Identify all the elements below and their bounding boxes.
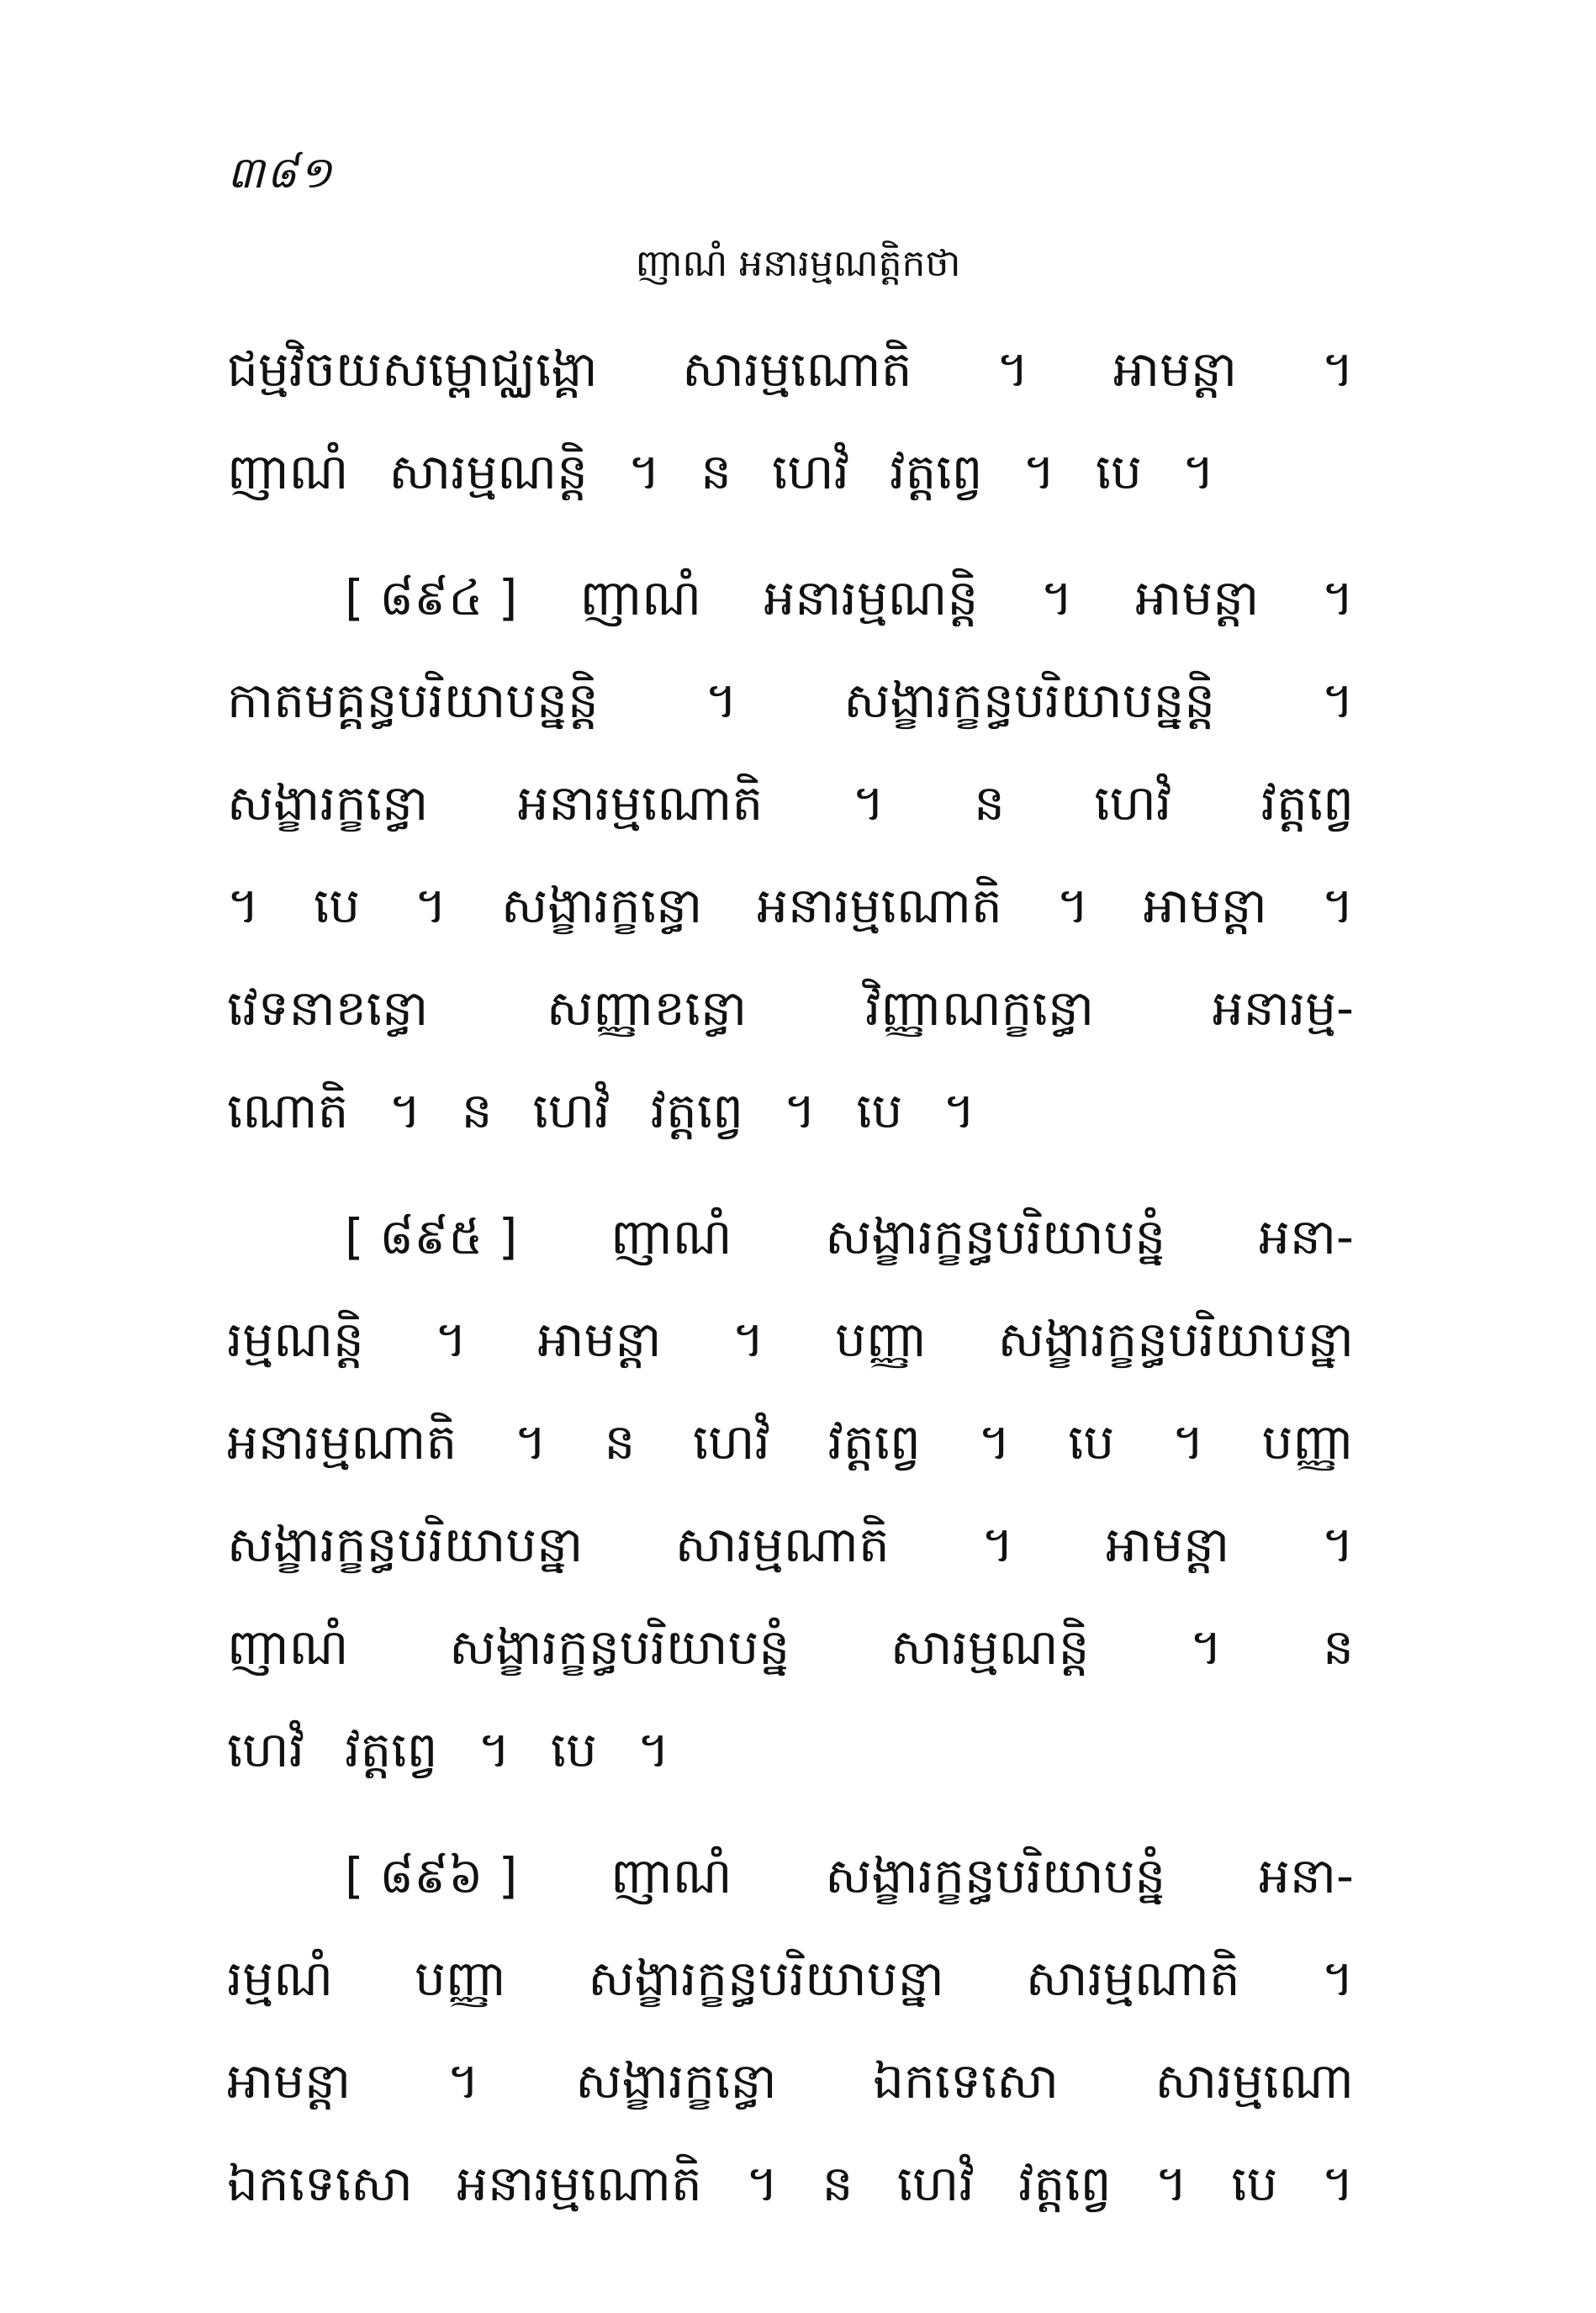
word: ។: [1181, 443, 1215, 500]
word: ន: [974, 774, 1005, 832]
paragraph: [227, 318, 1354, 523]
word: អនារម្មណាតិ: [227, 1413, 457, 1471]
word: ជម្មវិចយសម្ពោជ្ឈង្គោ: [227, 341, 598, 398]
word: ។: [637, 1721, 670, 1778]
text-line: [227, 547, 1354, 649]
text-line: [227, 957, 1354, 1059]
word: ។: [1155, 2155, 1187, 2212]
text-line: [227, 420, 1354, 523]
word: អាមន្តា: [1143, 877, 1267, 934]
text-line: [227, 854, 1354, 957]
text-line: [227, 1927, 1354, 2030]
word: សង្ខារក្ខន្ធបរិយាបន្នំ: [825, 1847, 1166, 1904]
word: បេ: [550, 1721, 597, 1778]
word: ឯកទេសោ: [873, 2052, 1060, 2110]
word: ។: [852, 774, 885, 832]
word: ។: [447, 2052, 479, 2110]
word: បេ: [314, 877, 361, 934]
word: [ ៨៩៦ ]: [345, 1847, 518, 1904]
word: ។: [1321, 877, 1354, 934]
word: ។: [1321, 341, 1354, 398]
word: ។: [705, 672, 737, 729]
running-header: ញាណំ អនារម្មណត្តិកថា: [635, 242, 961, 285]
text-line: [227, 318, 1354, 420]
word: ។: [514, 1413, 547, 1471]
word: សារម្មណោតិ: [682, 341, 912, 398]
word: ។: [1056, 877, 1089, 934]
word: ។: [415, 877, 447, 934]
word: វេទនាខន្ធោ: [227, 980, 429, 1037]
word: ហេវំ: [227, 1721, 305, 1778]
text-line: [227, 1596, 1354, 1698]
word: បេ: [856, 1082, 903, 1139]
word: [ ៨៩៥ ]: [345, 1208, 518, 1265]
word: សារម្មណន្តិ: [388, 443, 588, 500]
word: សង្ខារក្ខន្ធបរិយាបន្នា: [997, 1311, 1354, 1368]
paragraph: [227, 547, 1354, 1162]
text-line: [227, 1186, 1354, 1288]
word: អនារម្មណោតិ: [457, 2155, 702, 2212]
word: ហេវំ: [771, 443, 850, 500]
word: ន: [822, 2155, 853, 2212]
word: ។: [978, 1413, 1011, 1471]
word: ។: [478, 1721, 510, 1778]
word: សង្ខារក្ខន្ធបរិយាបន្នា: [588, 1950, 944, 2007]
word: ។: [1040, 569, 1073, 626]
word: ន: [461, 1082, 493, 1139]
word: ណោតិ: [227, 1082, 349, 1139]
word: អាមន្តា: [1105, 1516, 1230, 1573]
word: សញ្ញាខន្ធោ: [547, 980, 748, 1037]
word: ។: [388, 1082, 421, 1139]
word: អនារម្មណន្តិ: [764, 569, 979, 626]
word: អនារម្មណោតិ: [757, 877, 1002, 934]
word: ឯកទេសោ: [227, 2155, 413, 2212]
word: សង្ខារក្ខន្ធោ: [227, 774, 429, 832]
word: បញ្ញា: [415, 1950, 507, 2007]
word: ហេវំ: [896, 2155, 975, 2212]
word: អនារម្មណោតិ: [517, 774, 764, 832]
word: ។: [227, 877, 260, 934]
word: អាមន្តា: [1112, 341, 1238, 398]
word: អាមន្តា: [227, 2052, 351, 2110]
word: បេ: [1231, 2155, 1278, 2212]
word: ។: [1321, 1950, 1354, 2007]
text-line: [227, 2030, 1354, 2132]
word: ។: [746, 2155, 779, 2212]
word: [ ៨៩៤ ]: [345, 569, 518, 626]
word: សង្ខារក្ខន្ធបរិយាបន្នា: [227, 1516, 584, 1573]
word: រម្មណន្តិ: [227, 1311, 364, 1368]
word: សង្ខារក្ខន្ធោ: [575, 2052, 777, 2110]
text-line: [227, 1698, 1354, 1801]
word: បេ: [1068, 1413, 1115, 1471]
word: ។: [1023, 443, 1055, 500]
word: ហេវំ: [1094, 774, 1172, 832]
body-text: [227, 318, 1354, 2235]
word: ។: [1171, 1413, 1205, 1471]
text-line: [227, 1493, 1354, 1596]
word: កាតមគ្គន្ធបរិយាបន្នន្តិ: [227, 672, 599, 729]
word: ។: [1321, 1516, 1354, 1573]
word: វត្តព្វេ: [1018, 2155, 1112, 2212]
word: វត្តព្វេ: [345, 1721, 438, 1778]
word: វត្តព្វេ: [827, 1413, 921, 1471]
word: ញាណំ: [227, 443, 349, 500]
word: ។: [996, 341, 1029, 398]
word: សង្ខារក្ខន្ធបរិយាបន្នំ: [825, 1208, 1166, 1265]
paragraph-gap: [227, 1162, 1354, 1186]
word: សារម្មណាតិ: [674, 1516, 890, 1573]
word: ។: [981, 1516, 1014, 1573]
word: ន: [1323, 1619, 1354, 1676]
word: សង្ខារក្ខន្ធោ: [501, 877, 703, 934]
word: ។: [434, 1311, 468, 1368]
text-line: [227, 1391, 1354, 1493]
word: ។: [784, 1082, 816, 1139]
word: វិញ្ញាណក្ខន្ធោ: [864, 980, 1095, 1037]
word: រម្មណំ: [227, 1950, 334, 2007]
word: អនា-: [1259, 1847, 1354, 1904]
text-line: [227, 752, 1354, 854]
text-line: [227, 649, 1354, 752]
word: អនា-: [1259, 1208, 1354, 1265]
paragraph-gap: [227, 1801, 1354, 1825]
word: អាមន្តា: [1135, 569, 1260, 626]
word: វត្តព្វេ: [890, 443, 983, 500]
word: អនារម្ម-: [1212, 980, 1354, 1037]
word: ។: [943, 1082, 975, 1139]
word: ។: [732, 1311, 764, 1368]
page-number: ៣៨១: [227, 148, 334, 198]
word: សារម្មណោ: [1155, 2052, 1354, 2110]
text-line: [227, 1288, 1354, 1391]
word: ញាណំ: [227, 1619, 349, 1676]
word: ន: [700, 443, 732, 500]
word: អាមន្តា: [537, 1311, 662, 1368]
word: ហេវំ: [532, 1082, 610, 1139]
word: បញ្ញា: [1261, 1413, 1354, 1471]
word: បញ្ញា: [835, 1311, 927, 1368]
word: ញាណំ: [579, 569, 702, 626]
paragraph: [227, 1186, 1354, 1801]
word: សង្ខារក្ខន្ធបរិយាបន្នន្តិ: [843, 672, 1216, 729]
text-line: [227, 2132, 1354, 2235]
paragraph: [227, 1825, 1354, 2235]
word: ។: [1321, 569, 1354, 626]
word: ន: [604, 1413, 636, 1471]
word: ហេវំ: [692, 1413, 770, 1471]
text-line: [227, 1059, 1354, 1162]
word: ញាណំ: [610, 1208, 732, 1265]
word: ។: [1321, 2155, 1354, 2212]
word: ។: [1190, 1619, 1223, 1676]
word: ។: [627, 443, 661, 500]
word: ។: [1321, 672, 1354, 729]
word: វត្តព្វេ: [650, 1082, 743, 1139]
paragraph-gap: [227, 523, 1354, 547]
word: បេ: [1095, 443, 1142, 500]
word: ញាណំ: [610, 1847, 732, 1904]
text-line: [227, 1825, 1354, 1927]
word: សារម្មណន្តិ: [890, 1619, 1090, 1676]
word: សង្ខារក្ខន្ធបរិយាបន្នំ: [449, 1619, 790, 1676]
word: វត្តព្វេ: [1260, 774, 1354, 832]
word: សារម្មណាតិ: [1025, 1950, 1240, 2007]
